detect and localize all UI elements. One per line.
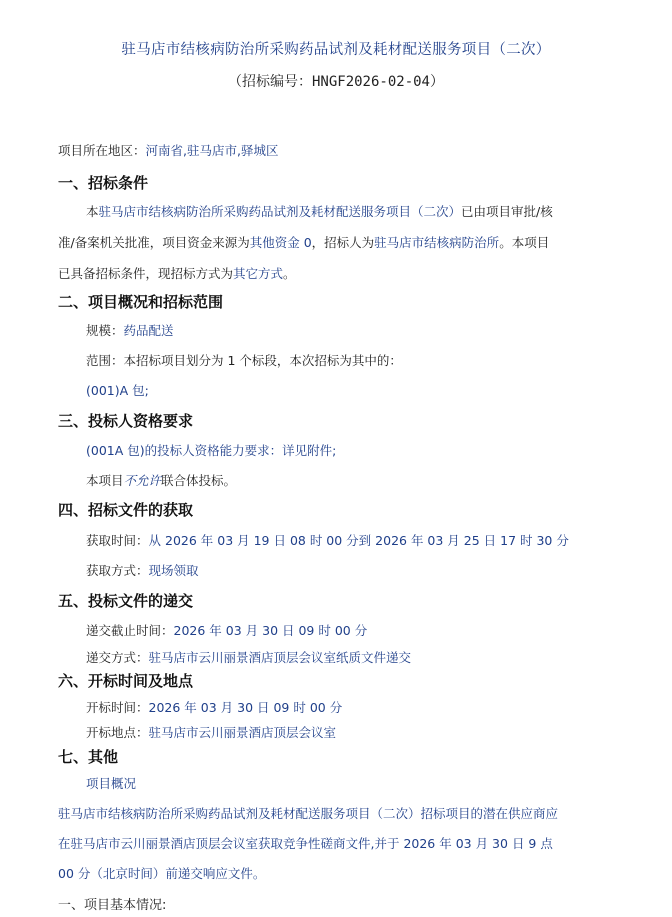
section-heading-2: 二、项目概况和招标范围 [58,293,224,311]
tenderer-name: 驻马店市结核病防治所 [374,235,500,250]
acquire-method-value: 现场领取 [148,563,199,578]
overview-subheading: 项目概况 [86,776,137,791]
overview-line-1: 驻马店市结核病防治所采购药品试剂及耗材配送服务项目（二次）招标项目的潜在供应商应 [58,806,559,821]
qualification-requirement: (001A 包)的投标人资格能力要求：详见附件; [86,443,337,458]
section-heading-basic-info: 一、项目基本情况: [58,898,167,913]
fund-source: 其他资金 0 [249,235,312,250]
project-name: 驻马店市结核病防治所采购药品试剂及耗材配送服务项目（二次） [98,204,462,219]
submit-method-value: 驻马店市云川丽景酒店顶层会议室纸质文件递交 [148,650,412,665]
section-heading-1: 一、招标条件 [58,174,149,192]
joint-bid-value: 不允许 [123,473,162,488]
joint-bid-line: 本项目不允许联合体投标。 [86,473,237,488]
location-label: 项目所在地区： [58,143,146,158]
overview-line-2: 在驻马店市云川丽景酒店顶层会议室获取竞争性磋商文件,并于 2026 年 03 月 30 日 9 点 [58,836,553,851]
page-title: 驻马店市结核病防治所采购药品试剂及耗材配送服务项目（二次） [121,42,551,58]
range-line: 范围：本招标项目划分为 1 个标段，本次招标为其中的： [86,353,402,368]
section-heading-5: 五、投标文件的递交 [58,592,194,610]
submit-method-line: 递交方式：驻马店市云川丽景酒店顶层会议室纸质文件递交 [86,650,412,665]
opening-place-line: 开标地点：驻马店市云川丽景酒店顶层会议室 [86,725,337,740]
opening-time-value: 2026 年 03 月 30 日 09 时 00 分 [148,700,343,715]
deadline-value: 2026 年 03 月 30 日 09 时 00 分 [173,623,368,638]
acquire-time-value: 从 2026 年 03 月 19 日 08 时 00 分到 2026 年 03 月 25 日 17 时 30 分 [148,533,569,548]
section-heading-7: 七、其他 [58,748,119,766]
section1-paragraph [58,196,598,289]
section1-line-2: 准/备案机关批准，项目资金来源为其他资金 0，招标人为驻马店市结核病防治所。本项目 [58,235,550,250]
scale-value: 药品配送 [123,323,174,338]
lot-line: (001)A 包; [86,383,149,398]
opening-place-value: 驻马店市云川丽景酒店顶层会议室 [148,725,337,740]
location-value: 河南省,驻马店市,驿城区 [145,143,279,158]
section1-line-3: 已具备招标条件，现招标方式为其它方式。 [58,266,296,281]
acquire-time-line: 获取时间：从 2026 年 03 月 19 日 08 时 00 分到 2026 年 03 月 25 日 17 时 30 分 [86,533,569,548]
section1-line-1: 本驻马店市结核病防治所采购药品试剂及耗材配送服务项目（二次）已由项目审批/核 [86,204,553,219]
opening-time-line: 开标时间：2026 年 03 月 30 日 09 时 00 分 [86,700,343,715]
section-heading-3: 三、投标人资格要求 [58,412,194,430]
project-location [58,141,278,159]
acquire-method-line: 获取方式：现场领取 [86,563,199,578]
deadline-line: 递交截止时间：2026 年 03 月 30 日 09 时 00 分 [86,623,368,638]
tender-number-suffix: ） [430,74,444,90]
section-heading-4: 四、招标文件的获取 [58,501,194,519]
tender-number [0,71,672,91]
tender-number-prefix: （招标编号： [227,74,312,90]
tender-number-code: HNGF2026-02-04 [311,74,430,90]
overview-line-3: 00 分（北京时间）前递交响应文件。 [58,866,266,881]
section-heading-6: 六、开标时间及地点 [58,672,194,690]
tender-method: 其它方式 [233,266,284,281]
scale-line: 规模：药品配送 [86,323,174,338]
